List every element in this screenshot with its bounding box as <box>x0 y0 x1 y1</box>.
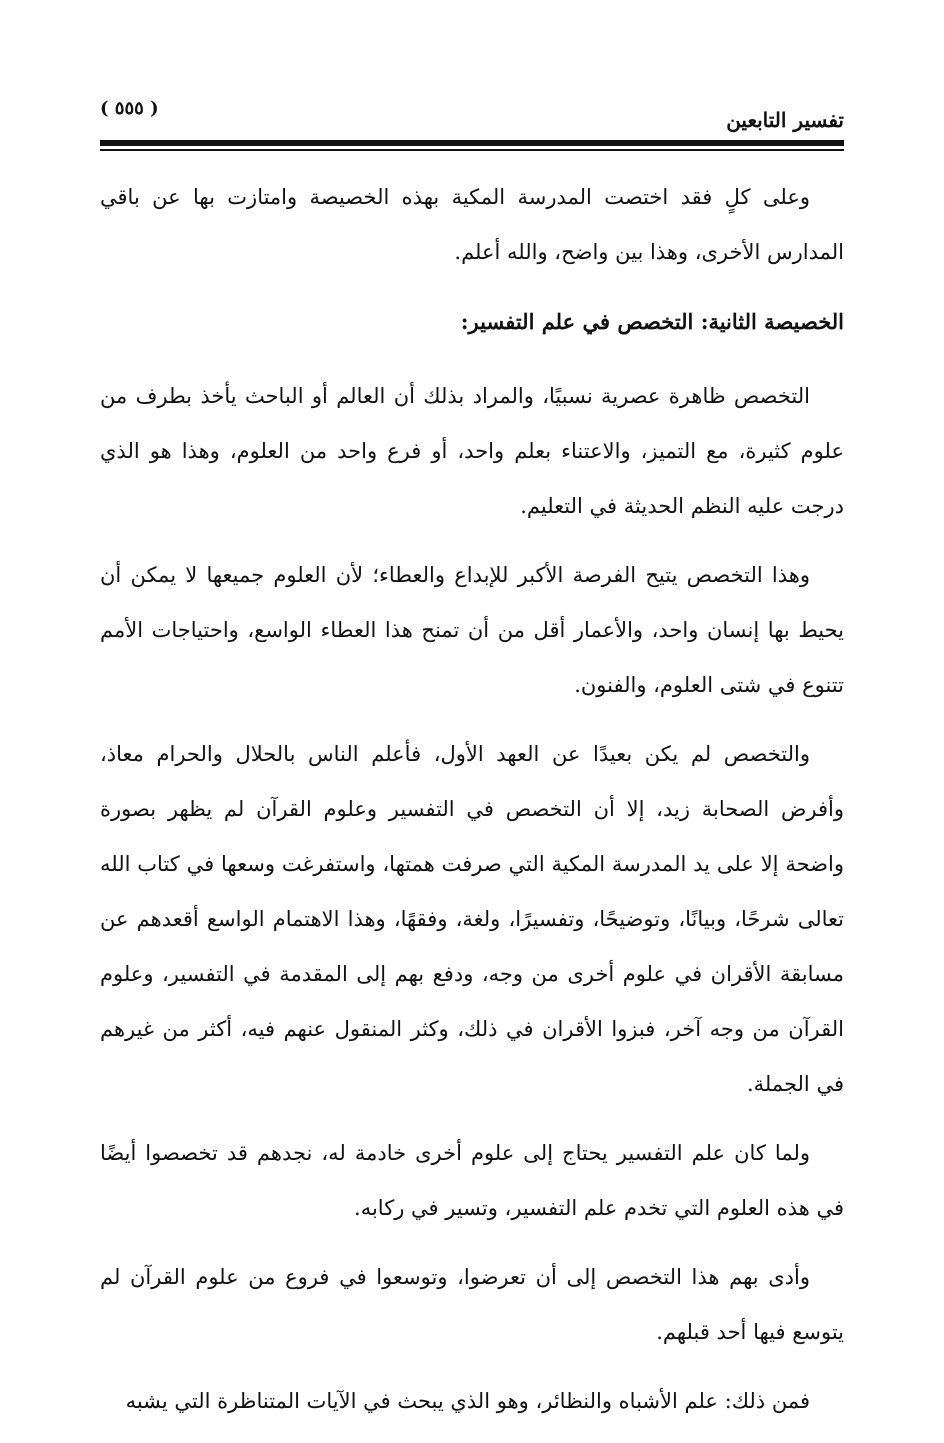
paragraph-5: ولما كان علم التفسير يحتاج إلى علوم أخرى خادمة له، نجدهم قد تخصصوا أيضًا في هذه العلوم التي تخدم علم التفسير، وتسير في ركابه. <box>100 1141 844 1220</box>
header-rule-thin <box>100 149 844 151</box>
paragraph-3: وهذا التخصص يتيح الفرصة الأكبر للإبداع والعطاء؛ لأن العلوم جميعها لا يمكن أن يحيط بها إنسان واحد، والأعمار أقل من أن تمنح هذا العطاء الواسع، واحتياجات الأمم تتنوع في شتى العلوم، والفنون. <box>100 563 844 697</box>
paragraph-1: وعلى كلٍ فقد اختصت المدرسة المكية بهذه الخصيصة وامتازت بها عن باقي المدارس الأخرى، وهذا بين واضح، والله أعلم. <box>100 185 844 264</box>
section-heading: الخصيصة الثانية: التخصص في علم التفسير: <box>460 309 844 334</box>
running-header <box>100 96 844 136</box>
header-rule-thick <box>100 140 844 146</box>
paragraph-4: والتخصص لم يكن بعيدًا عن العهد الأول، فأعلم الناس بالحلال والحرام معاذ، وأفرض الصحابة زيد، إلا أن التخصص في التفسير وعلوم القرآن لم يظهر بصورة واضحة إلا على يد المدرسة المكية التي صرفت همتها، واستفرغت وسعها في كتاب الله تعالى شرحًا، وبيانًا، وتوضيحًا، وتفسيرًا، ولغة، وفقهًا، وهذا الاهتمام الواسع أقعدهم عن مسابقة الأقران في علوم أخرى من وجه، ودفع بهم إلى المقدمة في التفسير، وعلوم القرآن من وجه آخر، فبزوا الأقران في ذلك، وكثر المنقول عنهم فيه، أكثر من غيرهم في الجملة. <box>100 742 844 1096</box>
paragraph-7: فمن ذلك: علم الأشباه والنظائر، وهو الذي يبحث في الآيات المتناظرة التي يشبه <box>125 1389 810 1413</box>
paragraph-2: التخصص ظاهرة عصرية نسبيًا، والمراد بذلك أن العالم أو الباحث يأخذ بطرف من علوم كثيرة، مع التميز، والاعتناء بعلم واحد، أو فرع واحد من العلوم، وهذا هو الذي درجت عليه النظم الحديثة في التعليم. <box>100 384 844 518</box>
page-body <box>100 170 844 1443</box>
book-title: تفسير التابعين <box>726 108 844 132</box>
page-number: ( ٥٥٥ ) <box>100 98 159 119</box>
paragraph-6: وأدى بهم هذا التخصص إلى أن تعرضوا، وتوسعوا في فروع من علوم القرآن لم يتوسع فيها أحد قبلهم. <box>100 1265 844 1344</box>
